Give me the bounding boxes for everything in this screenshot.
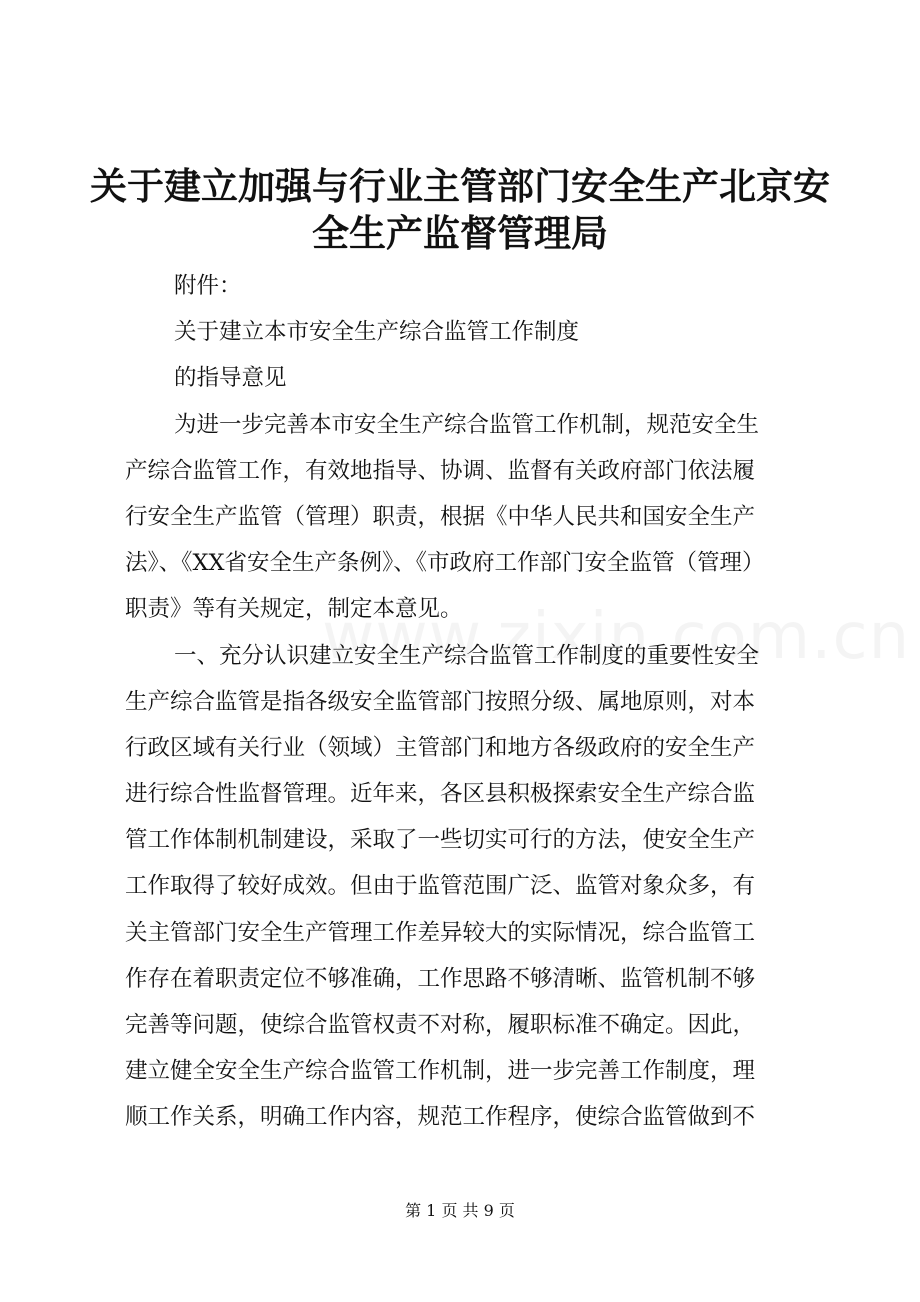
body-line: 作存在着职责定位不够准确，工作思路不够清晰、监管机制不够 — [125, 965, 756, 992]
watermark — [322, 600, 910, 674]
body-line: 关于建立本市安全生产综合监管工作制度 — [174, 319, 580, 346]
title-line: 全生产监督管理局 — [312, 211, 608, 255]
body-line: 关主管部门安全生产管理工作差异较大的实际情况，综合监管工 — [125, 919, 756, 946]
body-line: 生产综合监管是指各级安全监管部门按照分级、属地原则，对本 — [125, 688, 756, 715]
page-number-footer: 第 1 页 共 9 页 — [405, 1201, 515, 1220]
body-line: 建立健全安全生产综合监管工作机制，进一步完善工作制度，理 — [125, 1058, 756, 1085]
title-line: 关于建立加强与行业主管部门安全生产北京安 — [90, 164, 830, 208]
body-line: 行安全生产监管（管理）职责，根据《中华人民共和国安全生产 — [125, 503, 756, 530]
body-line: 进行综合性监督管理。近年来，各区县积极探索安全生产综合监 — [125, 781, 756, 808]
body-line: 完善等问题，使综合监管权责不对称，履职标准不确定。因此， — [125, 1012, 756, 1038]
body-line: 职责》等有关规定，制定本意见。 — [125, 596, 463, 623]
body-line: 顺工作关系，明确工作内容，规范工作程序，使综合监管做到不 — [125, 1104, 756, 1131]
document-body — [125, 263, 805, 1141]
body-line: 法》、《XX省安全生产条例》、《市政府工作部门安全监管（管理） — [125, 550, 765, 577]
body-line: 管工作体制机制建设，采取了一些切实可行的方法，使安全生产 — [125, 827, 756, 854]
body-line: 为进一步完善本市安全生产综合监管工作机制，规范安全生 — [174, 411, 760, 438]
body-line: 产综合监管工作，有效地指导、协调、监督有关政府部门依法履 — [125, 457, 756, 484]
body-line: 一、充分认识建立安全生产综合监管工作制度的重要性安全 — [174, 642, 760, 669]
body-line: 行政区域有关行业（领域）主管部门和地方各级政府的安全生产 — [125, 734, 756, 761]
body-line: 的指导意见 — [174, 365, 287, 392]
document-title — [0, 163, 920, 257]
body-line: 工作取得了较好成效。但由于监管范围广泛、监管对象众多，有 — [125, 873, 756, 900]
body-line: 附件： — [174, 273, 242, 299]
